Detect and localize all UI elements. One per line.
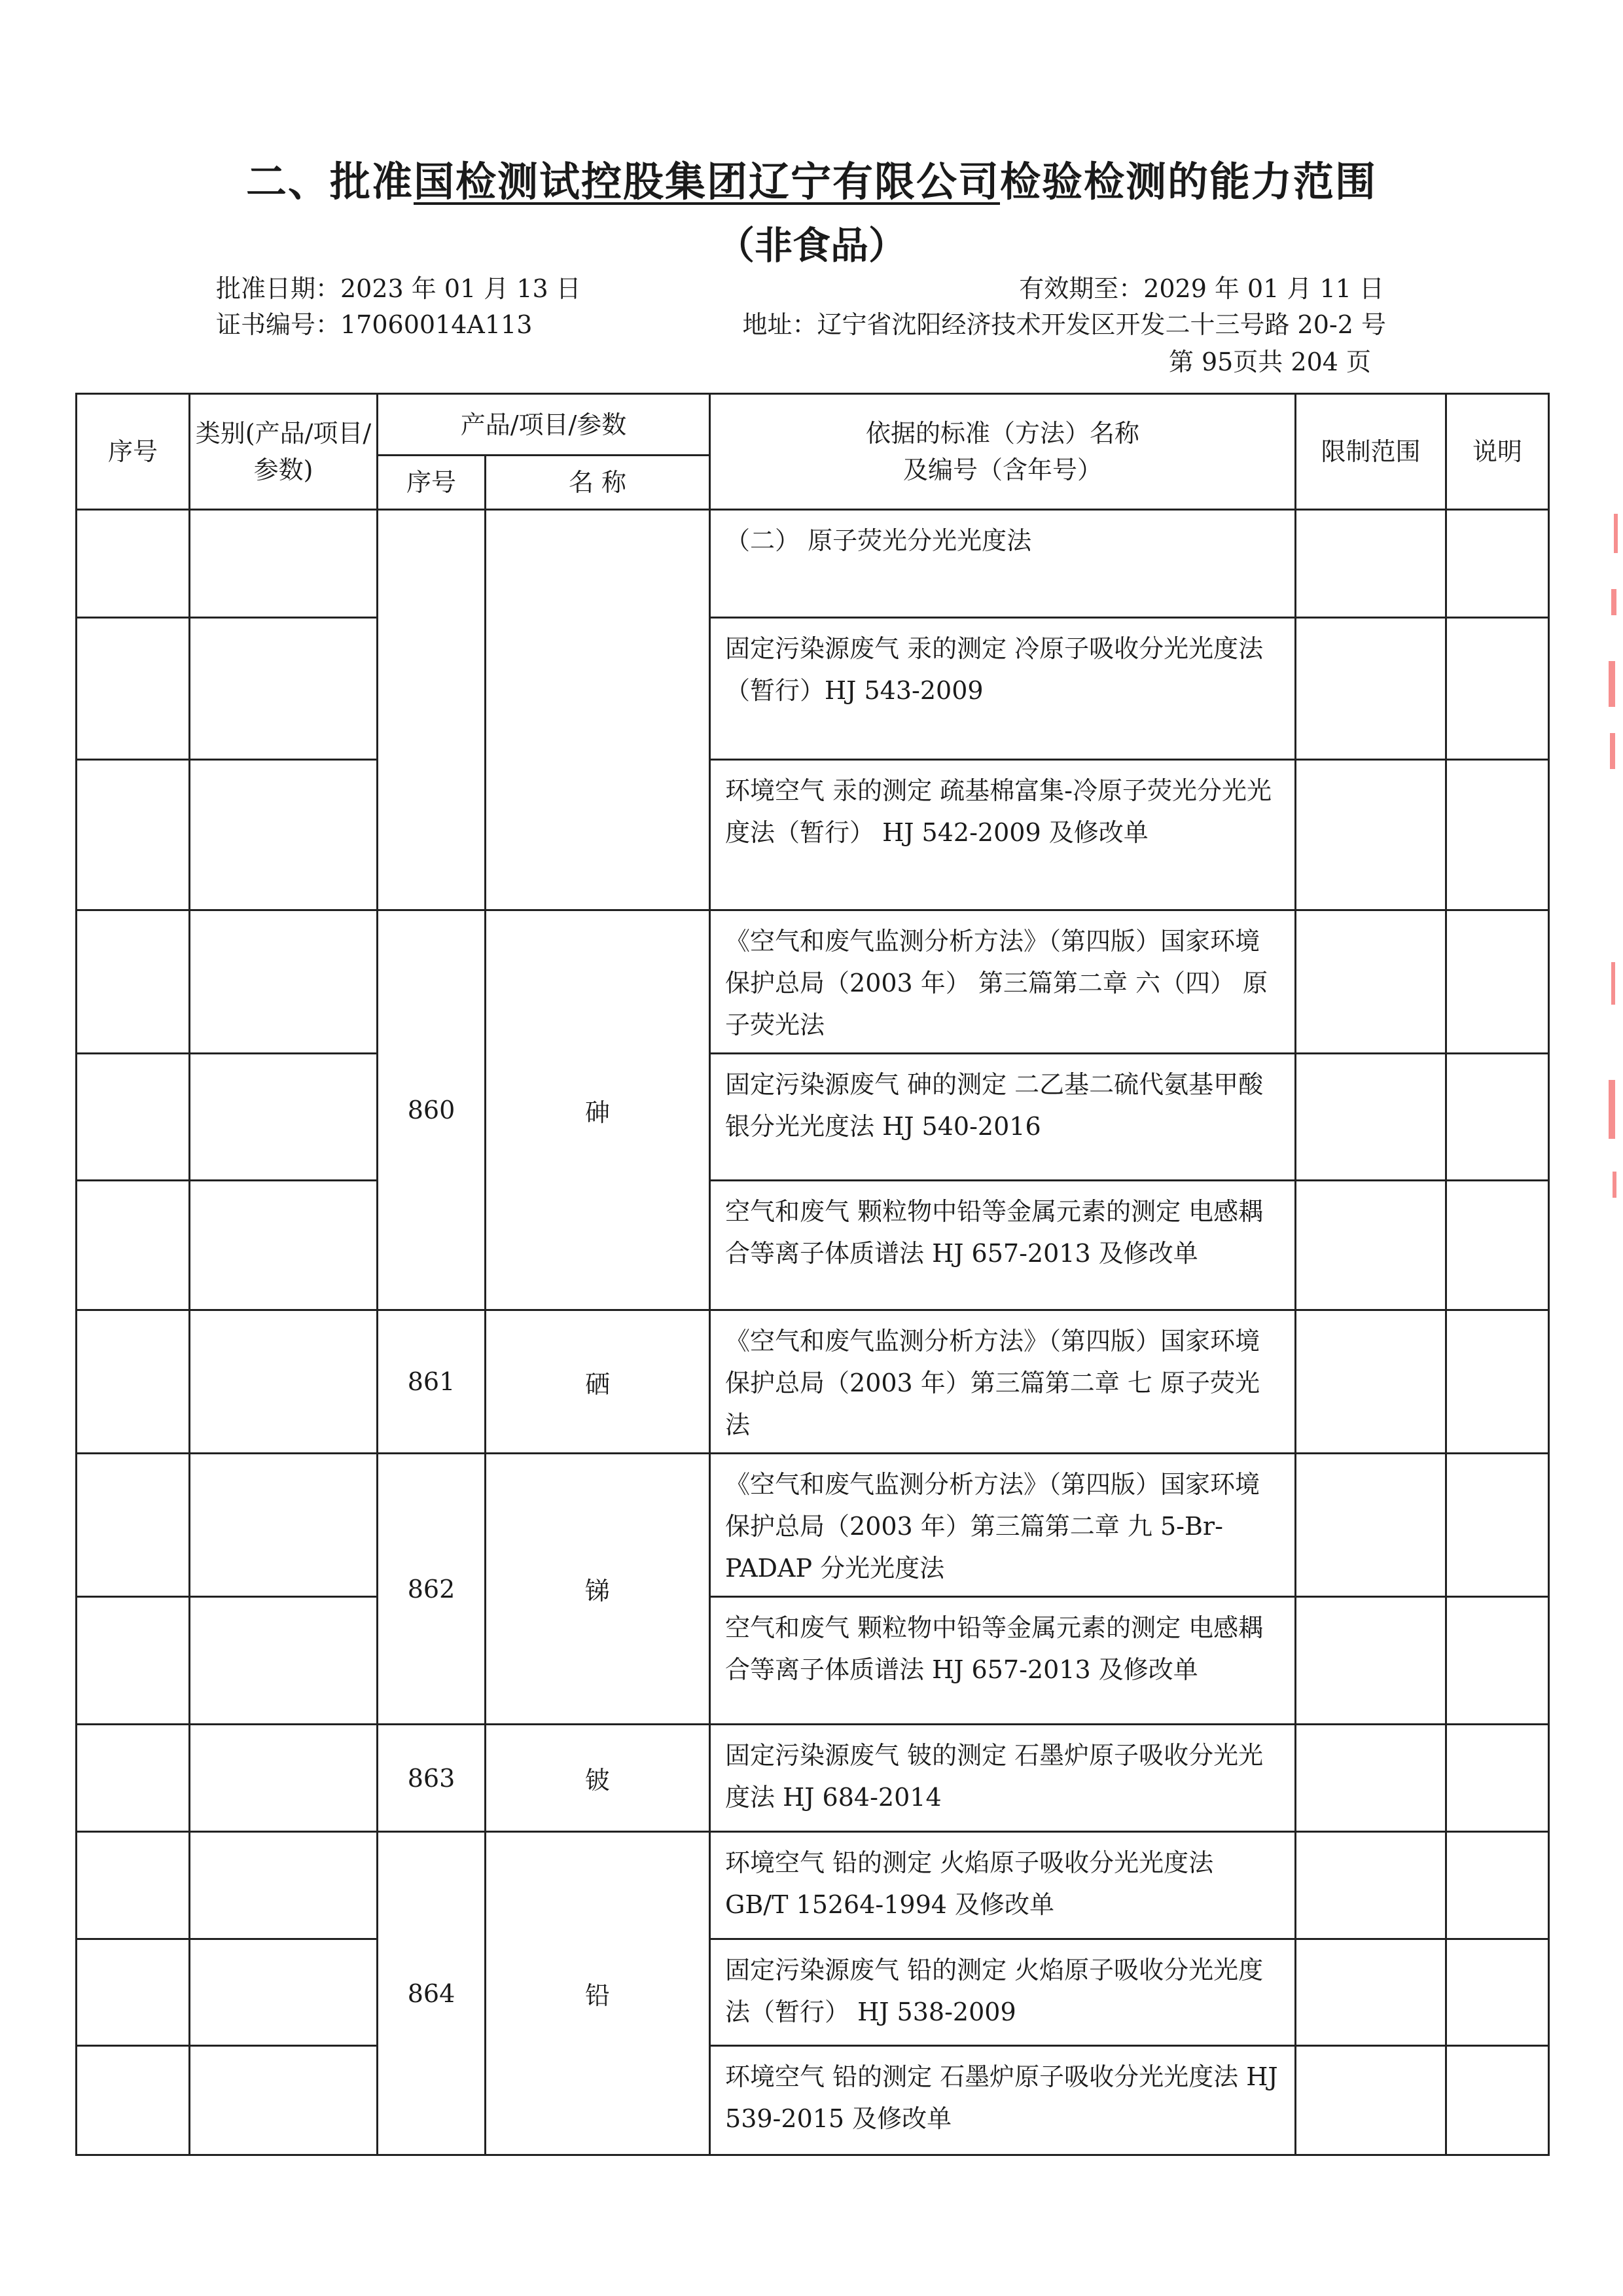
- header-note: 说明: [1446, 394, 1549, 510]
- cell-limit: [1296, 510, 1446, 618]
- cell-seq: [77, 618, 190, 760]
- valid-until: 有效期至：2029 年 01 月 11 日: [1019, 274, 1384, 303]
- cell-limit: [1296, 2046, 1446, 2155]
- page-subtitle: （非食品）: [716, 223, 906, 268]
- cell-category: [190, 1832, 378, 1939]
- header-limit: 限制范围: [1296, 394, 1446, 510]
- table-row: [77, 2046, 1549, 2155]
- cell-category: [190, 1310, 378, 1454]
- title-prefix: 二、批准: [245, 158, 414, 206]
- approval-date: 批准日期：2023 年 01 月 13 日: [216, 274, 581, 303]
- cell-note: [1446, 2046, 1549, 2155]
- cell-seq: [77, 2046, 190, 2155]
- cell-note: [1446, 1725, 1549, 1832]
- cell-seq: [77, 1181, 190, 1310]
- table-row: [77, 1181, 1549, 1310]
- cell-limit: [1296, 1832, 1446, 1939]
- table-row: [77, 910, 1549, 1054]
- cell-sub-seq: [378, 510, 486, 910]
- cell-limit: [1296, 1454, 1446, 1597]
- capability-table: [75, 393, 1550, 2156]
- cell-limit: [1296, 760, 1446, 910]
- cell-standard: 固定污染源废气 铅的测定 火焰原子吸收分光光度法（暂行） HJ 538-2009: [710, 1939, 1296, 2046]
- title-suffix: 检验检测的能力范围: [1000, 158, 1378, 206]
- table-row: [77, 1454, 1549, 1597]
- cell-note: [1446, 1310, 1549, 1454]
- cell-category: [190, 618, 378, 760]
- cell-category: [190, 910, 378, 1054]
- cell-limit: [1296, 1054, 1446, 1181]
- cell-standard: 《空气和废气监测分析方法》（第四版）国家环境保护总局（2003 年）第三篇第二章 九 5-Br-PADAP 分光光度法: [710, 1454, 1296, 1597]
- seal-fragment: [1611, 589, 1616, 615]
- cell-limit: [1296, 1939, 1446, 2046]
- table-row: [77, 1939, 1549, 2046]
- page-title: [0, 149, 1623, 207]
- item-name: 铍: [486, 1725, 710, 1832]
- cell-seq: [77, 760, 190, 910]
- table-row: [77, 1725, 1549, 1832]
- table-row: [77, 1597, 1549, 1725]
- cell-limit: [1296, 910, 1446, 1054]
- header-standard: 依据的标准（方法）名称 及编号（含年号）: [710, 394, 1296, 510]
- cell-sub-name: [486, 510, 710, 910]
- table-row: [77, 760, 1549, 910]
- cell-limit: [1296, 1181, 1446, 1310]
- item-seq: 864: [378, 1832, 486, 2155]
- cell-seq: [77, 1454, 190, 1597]
- cell-category: [190, 510, 378, 618]
- table-row: [77, 1832, 1549, 1939]
- cell-category: [190, 1939, 378, 2046]
- cell-category: [190, 760, 378, 910]
- cell-note: [1446, 910, 1549, 1054]
- address: 地址：辽宁省沈阳经济技术开发区开发二十三号路 20-2 号: [742, 310, 1386, 339]
- cell-standard: 固定污染源废气 砷的测定 二乙基二硫代氨基甲酸银分光光度法 HJ 540-2016: [710, 1054, 1296, 1181]
- cell-standard: 环境空气 铅的测定 石墨炉原子吸收分光光度法 HJ 539-2015 及修改单: [710, 2046, 1296, 2155]
- cell-seq: [77, 1939, 190, 2046]
- header-category: 类别(产品/项目/参数): [190, 394, 378, 510]
- header-seq: 序号: [77, 394, 190, 510]
- header-sub-seq: 序号: [378, 456, 486, 510]
- seal-fragment: [1611, 962, 1615, 1005]
- cell-category: [190, 1597, 378, 1725]
- cell-seq: [77, 1832, 190, 1939]
- item-seq: 860: [378, 910, 486, 1310]
- table-row: [77, 618, 1549, 760]
- cell-standard: 固定污染源废气 汞的测定 冷原子吸收分光光度法（暂行）HJ 543-2009: [710, 618, 1296, 760]
- cell-standard: 固定污染源废气 铍的测定 石墨炉原子吸收分光光度法 HJ 684-2014: [710, 1725, 1296, 1832]
- seal-fragment: [1613, 1172, 1616, 1198]
- cell-category: [190, 1181, 378, 1310]
- cell-limit: [1296, 618, 1446, 760]
- cell-limit: [1296, 1725, 1446, 1832]
- item-seq: 862: [378, 1454, 486, 1725]
- table-row: [77, 1054, 1549, 1181]
- certificate-number: 证书编号：17060014A113: [216, 310, 533, 339]
- item-name: 硒: [486, 1310, 710, 1454]
- header-product-group: 产品/项目/参数: [378, 394, 710, 456]
- cell-limit: [1296, 1597, 1446, 1725]
- seal-fragment: [1609, 1080, 1615, 1139]
- item-seq: 863: [378, 1725, 486, 1832]
- cell-note: [1446, 1181, 1549, 1310]
- cell-seq: [77, 1725, 190, 1832]
- item-name: 砷: [486, 910, 710, 1310]
- seal-fragment: [1614, 514, 1618, 553]
- cell-seq: [77, 910, 190, 1054]
- cell-note: [1446, 1939, 1549, 2046]
- cell-standard: 《空气和废气监测分析方法》（第四版）国家环境保护总局（2003 年） 第三篇第二章 六（四） 原子荧光法: [710, 910, 1296, 1054]
- cell-standard: 空气和废气 颗粒物中铅等金属元素的测定 电感耦合等离子体质谱法 HJ 657-2013 及修改单: [710, 1597, 1296, 1725]
- cell-note: [1446, 760, 1549, 910]
- item-name: 锑: [486, 1454, 710, 1725]
- cell-seq: [77, 1310, 190, 1454]
- seal-fragment: [1610, 733, 1615, 769]
- item-name: 铅: [486, 1832, 710, 2155]
- cell-standard: 环境空气 汞的测定 疏基棉富集-冷原子荧光分光光度法（暂行） HJ 542-2009 及修改单: [710, 760, 1296, 910]
- cell-standard: （二） 原子荧光分光光度法: [710, 510, 1296, 618]
- cell-seq: [77, 1597, 190, 1725]
- cell-note: [1446, 618, 1549, 760]
- cell-note: [1446, 1454, 1549, 1597]
- cell-note: [1446, 1832, 1549, 1939]
- cell-category: [190, 1054, 378, 1181]
- item-seq: 861: [378, 1310, 486, 1454]
- cell-limit: [1296, 1310, 1446, 1454]
- cell-note: [1446, 1054, 1549, 1181]
- cell-category: [190, 1454, 378, 1597]
- table-row: [77, 1310, 1549, 1454]
- cell-note: [1446, 510, 1549, 618]
- page-info: 第 95页共 204 页: [1168, 348, 1371, 376]
- cell-category: [190, 1725, 378, 1832]
- cell-category: [190, 2046, 378, 2155]
- cell-standard: 环境空气 铅的测定 火焰原子吸收分光光度法 GB/T 15264-1994 及修改单: [710, 1832, 1296, 1939]
- cell-seq: [77, 510, 190, 618]
- header-sub-name: 名 称: [486, 456, 710, 510]
- table-row: [77, 510, 1549, 618]
- cell-standard: 空气和废气 颗粒物中铅等金属元素的测定 电感耦合等离子体质谱法 HJ 657-2013 及修改单: [710, 1181, 1296, 1310]
- cell-seq: [77, 1054, 190, 1181]
- cell-standard: 《空气和废气监测分析方法》（第四版）国家环境保护总局（2003 年）第三篇第二章 七 原子荧光法: [710, 1310, 1296, 1454]
- title-organization: 国检测试控股集团辽宁有限公司: [413, 158, 1000, 206]
- cell-note: [1446, 1597, 1549, 1725]
- seal-fragment: [1609, 661, 1615, 707]
